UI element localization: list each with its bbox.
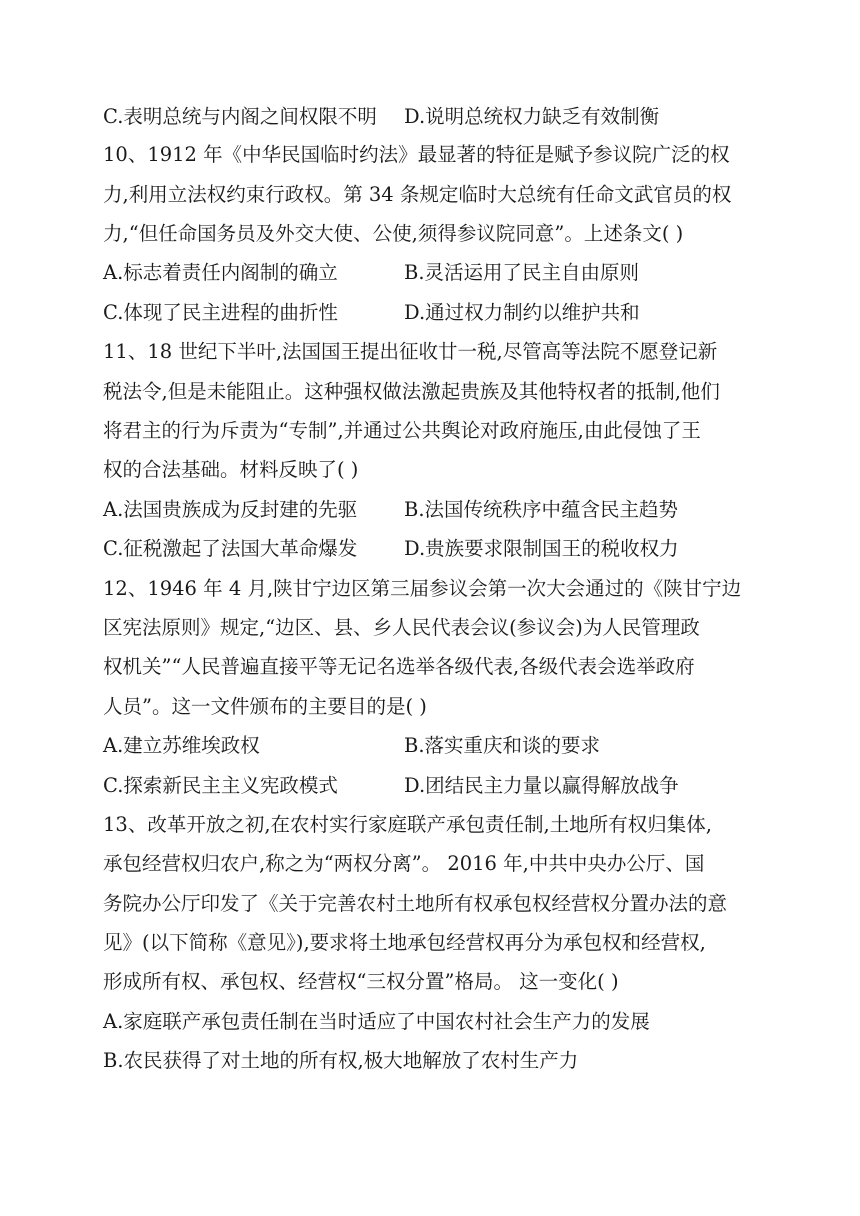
q9-option-c: C.表明总统与内阁之间权限不明: [103, 105, 377, 128]
q11-stem-line-3: 将君主的行为斥责为“专制”,并通过公共舆论对政府施压,由此侵蚀了王: [103, 419, 701, 442]
q13-stem-line-1: 13、改革开放之初,在农村实行家庭联产承包责任制,土地所有权归集体,: [103, 813, 712, 836]
q12-stem-line-2: 区宪法原则》规定,“边区、县、乡人民代表会议(参议会)为人民管理政: [103, 616, 700, 639]
q10-option-b: B.灵活运用了民主自由原则: [404, 261, 640, 284]
q12-stem-line-3: 权机关”“人民普遍直接平等无记名选举各级代表,各级代表会选举政府: [103, 655, 695, 678]
q12-option-c: C.探索新民主主义宪政模式: [103, 774, 338, 797]
q10-option-a: A.标志着责任内阁制的确立: [103, 261, 338, 284]
q12-stem-line-4: 人员”。这一文件颁布的主要目的是( ): [103, 695, 427, 718]
q10-option-d: D.通过权力制约以维护共和: [404, 301, 640, 324]
q12-option-d: D.团结民主力量以赢得解放战争: [404, 774, 679, 797]
q13-option-a: A.家庭联产承包责任制在当时适应了中国农村社会生产力的发展: [103, 1010, 650, 1033]
q13-stem-line-3: 务院办公厅印发了《关于完善农村土地所有权承包权经营权分置办法的意: [103, 892, 728, 915]
q10-stem-line-3: 力,“但任命国务员及外交大使、公使,须得参议院同意”。上述条文( ): [103, 222, 684, 245]
q11-stem-line-4: 权的合法基础。材料反映了( ): [103, 458, 359, 481]
q10-option-c: C.体现了民主进程的曲折性: [103, 301, 338, 324]
q13-stem-line-5: 形成所有权、承包权、经营权“三权分置”格局。 这一变化( ): [103, 970, 619, 993]
q13-option-b: B.农民获得了对土地的所有权,极大地解放了农村生产力: [103, 1049, 579, 1072]
q12-stem-line-1: 12、1946 年 4 月,陕甘宁边区第三届参议会第一次大会通过的《陕甘宁边: [103, 577, 742, 600]
q11-option-d: D.贵族要求限制国王的税收权力: [404, 537, 679, 560]
q10-stem-line-2: 力,利用立法权约束行政权。第 34 条规定临时大总统有任命文武官员的权: [103, 183, 732, 206]
q11-option-c: C.征税激起了法国大革命爆发: [103, 537, 358, 560]
q12-option-a: A.建立苏维埃政权: [103, 734, 260, 757]
q13-stem-line-4: 见》(以下简称《意见》),要求将土地承包经营权再分为承包权和经营权,: [103, 931, 706, 954]
q11-stem-line-1: 11、18 世纪下半叶,法国国王提出征收廿一税,尽管高等法院不愿登记新: [103, 340, 718, 363]
q13-stem-line-2: 承包经营权归农户,称之为“两权分离”。 2016 年,中共中央办公厅、国: [103, 852, 705, 875]
q12-option-b: B.落实重庆和谈的要求: [404, 734, 601, 757]
q11-option-a: A.法国贵族成为反封建的先驱: [103, 498, 358, 521]
q10-stem-line-1: 10、1912 年《中华民国临时约法》最显著的特征是赋予参议院广泛的权: [103, 143, 730, 166]
q9-option-d: D.说明总统权力缺乏有效制衡: [404, 105, 660, 128]
q11-stem-line-2: 税法令,但是未能阻止。这种强权做法激起贵族及其他特权者的抵制,他们: [103, 380, 720, 403]
q11-option-b: B.法国传统秩序中蕴含民主趋势: [404, 498, 679, 521]
